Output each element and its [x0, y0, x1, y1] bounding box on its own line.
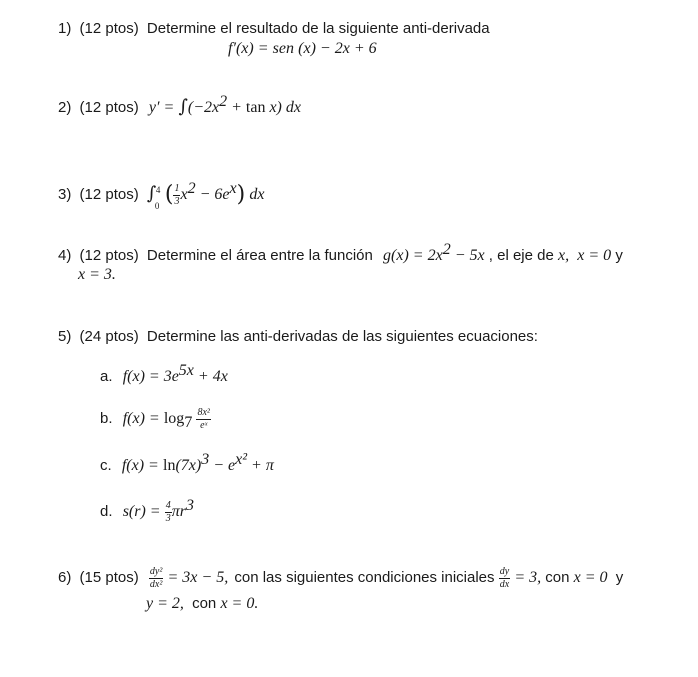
problem-4-line2: x = 3. [78, 266, 116, 283]
problem-3-expx: x [229, 180, 237, 197]
problem-4-line-2 [78, 266, 116, 284]
problem-4-g1: g(x) = 2x [383, 247, 443, 264]
problem-2-exp: 2 [219, 93, 228, 110]
problem-3-exp2: 2 [187, 180, 196, 197]
problem-2-integral-sign: ∫ [178, 96, 188, 117]
problem-5d-label: d. [100, 503, 113, 520]
problem-5b-num: 8x² [197, 406, 210, 418]
problem-5c-label: c. [100, 457, 112, 474]
problem-5d-pi-r: πr [171, 503, 187, 520]
problem-1-number: 1) [58, 20, 72, 37]
problem-5b-log: log [163, 410, 185, 427]
problem-6-line2-b: con [192, 595, 217, 612]
problem-4-x0: x = 0 [577, 247, 612, 264]
problem-6-number: 6) [58, 569, 72, 586]
problem-3-open-paren: ( [164, 182, 174, 208]
problem-3-number: 3) [58, 186, 72, 203]
problem-5c-ln: ln [163, 457, 176, 474]
problem-5c-lhs: f(x) = [121, 457, 159, 474]
problem-2-y: y′ = [148, 99, 175, 116]
problem-5c-plus-pi: + π [247, 457, 274, 474]
problem-3-minus: − 6e [195, 186, 230, 203]
problem-1-sen: sen [272, 40, 294, 57]
problem-4-text2: , el eje de [488, 247, 554, 264]
problem-5a-label: a. [100, 368, 113, 385]
problem-5d-num: 4 [165, 499, 171, 511]
problem-4-text1: Determine el área entre la función [146, 247, 373, 264]
problem-5c-expx2: x² [235, 451, 248, 468]
problem-6-d1-den: dx [499, 578, 510, 590]
problem-5d-lhs: s(r) = [122, 503, 161, 520]
problem-1-points: (12 ptos) [79, 20, 139, 37]
problem-3-upper-limit: 4 [155, 185, 161, 195]
problem-5b-base: 7 [184, 414, 193, 431]
problem-5a [100, 362, 228, 386]
problem-6-line2-c: x = 0. [220, 595, 259, 612]
problem-6-d2-num: dy² [149, 565, 163, 577]
problem-5b-den: eˣ [200, 419, 208, 431]
problem-4-line-1 [58, 241, 623, 265]
problem-3-frac-num: 1 [174, 182, 180, 194]
problem-5a-lhs: f(x) = [122, 368, 160, 385]
problem-5d [100, 497, 194, 527]
problem-3-lower-limit: 0 [154, 201, 160, 211]
problem-4-text3: y [615, 247, 623, 264]
problem-1-text: Determine el resultado de la siguiente anti-derivada [146, 20, 490, 37]
problem-5-text: Determine las anti-derivadas de las siguientes ecuaciones: [146, 328, 538, 345]
problem-6-points: (15 ptos) [79, 569, 139, 586]
problem-3-frac-den: 3 [174, 195, 180, 207]
problem-5-number: 5) [58, 328, 72, 345]
problem-3-integral: ∫ 4 0 [147, 182, 165, 206]
problem-5c-exp3: 3 [201, 451, 210, 468]
problem-3-statement [58, 180, 265, 211]
problem-5-points: (24 ptos) [79, 328, 139, 345]
problem-6-text1: con las siguientes condiciones iniciales [234, 569, 495, 586]
problem-6-first-derivative [499, 567, 510, 590]
problem-5d-fraction [165, 501, 172, 524]
problem-2-tan: tan [245, 99, 266, 116]
problem-6-line-2 [146, 595, 258, 613]
problem-5b-lhs: f(x) = [122, 410, 160, 427]
problem-5-statement [58, 328, 538, 346]
problem-2-points: (12 ptos) [79, 99, 139, 116]
problem-1-rhs: (x) − 2x + 6 [298, 40, 377, 57]
problem-2-expr1: (−2x [187, 99, 220, 116]
problem-1-lhs: f′(x) = [228, 40, 269, 57]
problem-5c-minus-e: − e [209, 457, 236, 474]
problem-5c-arg: (7x) [175, 457, 202, 474]
problem-3-dx: dx [249, 186, 265, 203]
problem-5d-exp3: 3 [186, 497, 195, 514]
problem-6-eq: = 3x − 5, [167, 569, 229, 586]
problem-3-close-paren: ) [236, 182, 246, 208]
problem-5d-den: 3 [165, 512, 171, 524]
problem-1-statement [58, 20, 490, 38]
problem-2-expr3: x) dx [265, 99, 301, 116]
problem-5b [100, 404, 211, 434]
problem-6-text2: con [545, 569, 570, 586]
problem-4-gexp: 2 [442, 241, 451, 258]
problem-5b-fraction [196, 408, 210, 431]
problem-6-d2-den: dx² [149, 578, 163, 590]
problem-6-second-derivative [149, 567, 163, 590]
problem-4-points: (12 ptos) [79, 247, 139, 264]
problem-6-line-1 [58, 563, 623, 593]
problem-2-statement [58, 93, 301, 117]
problem-5a-rest: + 4x [193, 368, 228, 385]
problem-5a-exp: 5x [178, 362, 194, 379]
problem-3-points: (12 ptos) [79, 186, 139, 203]
problem-3-x: x [180, 186, 188, 203]
problem-1-equation [228, 40, 377, 58]
problem-4-number: 4) [58, 247, 72, 264]
problem-6-text3: y [615, 569, 624, 586]
problem-6-line2-a: y = 2, [146, 595, 184, 612]
problem-5b-label: b. [100, 410, 113, 427]
problem-2-number: 2) [58, 99, 72, 116]
problem-6-d1-num: dy [499, 565, 510, 577]
problem-6-x0: x = 0 [573, 569, 608, 586]
problem-4-g2: − 5x [450, 247, 485, 264]
problem-2-expr2: + [227, 99, 246, 116]
problem-6-eq2: = 3, [514, 569, 542, 586]
problem-5c [100, 451, 274, 475]
problem-4-xvar: x, [557, 247, 570, 264]
problem-5a-b: 3e [159, 368, 179, 385]
